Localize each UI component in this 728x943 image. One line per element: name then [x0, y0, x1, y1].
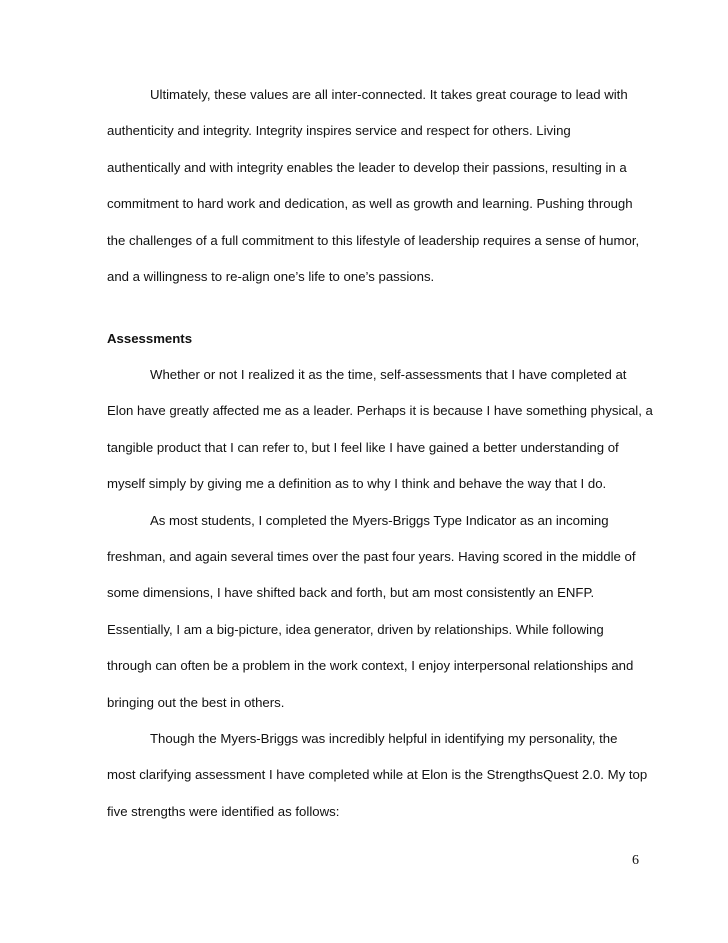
paragraph-line: and a willingness to re-align one’s life to one’s passions. [107, 269, 435, 285]
page-number: 6 [632, 853, 639, 868]
paragraph-line: five strengths were identified as follows: [107, 803, 340, 819]
paragraph-line: Elon have greatly affected me as a leader. Perhaps it is because I have something physical, a [107, 403, 653, 419]
paragraph-line: freshman, and again several times over the past four years. Having scored in the middle of [107, 549, 636, 565]
paragraph-line: authentically and with integrity enables the leader to develop their passions, resulting in a [107, 159, 627, 175]
section-heading-assessments: Assessments [107, 331, 193, 346]
paragraph-line: Ultimately, these values are all inter-connected. It takes great courage to lead with [150, 87, 628, 102]
paragraph-line: tangible product that I can refer to, but I feel like I have gained a better understanding of [107, 439, 619, 455]
paragraph-line: bringing out the best in others. [107, 694, 285, 710]
assessments-body [107, 357, 653, 830]
paragraph-line: most clarifying assessment I have completed while at Elon is the StrengthsQuest 2.0. My top [107, 767, 648, 783]
paragraph-line: Whether or not I realized it as the time, self-assessments that I have completed at [150, 367, 627, 382]
paragraph-line: through can often be a problem in the work context, I enjoy interpersonal relationships and [107, 658, 634, 674]
paragraph-values [107, 77, 647, 295]
paragraph-line: some dimensions, I have shifted back and forth, but am most consistently an ENFP. [107, 585, 595, 601]
paragraph-line: Essentially, I am a big-picture, idea generator, driven by relationships. While following [107, 621, 604, 637]
paragraph-line: Though the Myers-Briggs was incredibly helpful in identifying my personality, the [150, 731, 618, 747]
paragraph-line: authenticity and integrity. Integrity inspires service and respect for others. Living [107, 123, 571, 139]
paragraph-line: myself simply by giving me a definition as to why I think and behave the way that I do. [107, 476, 607, 492]
paragraph-line: the challenges of a full commitment to this lifestyle of leadership requires a sense of humor, [107, 232, 640, 248]
paragraph-line: commitment to hard work and dedication, as well as growth and learning. Pushing through [107, 196, 633, 212]
paragraph-line: As most students, I completed the Myers-Briggs Type Indicator as an incoming [150, 512, 609, 528]
